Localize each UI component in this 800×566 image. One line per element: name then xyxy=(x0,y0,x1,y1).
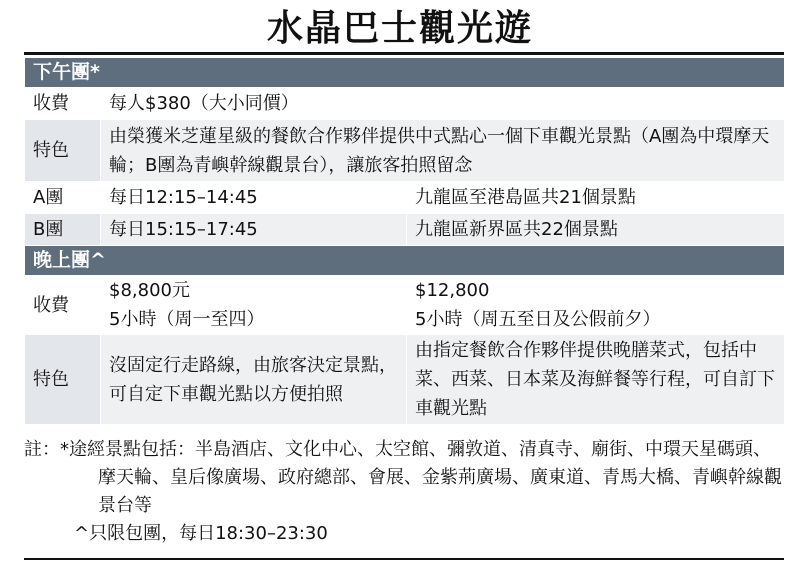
footnote-stops: 註：*途經景點包括：半島酒店、文化中心、太空館、彌敦道、清真寺、廟街、中環天星碼頭、摩天輪、皇后像廣場、政府總部、會展、金紫荊廣場、廣東道、青馬大橋、青嶼幹線觀景台等 xyxy=(24,439,782,516)
tour-a-row xyxy=(25,182,785,214)
evening-fee-b-price: $12,800 xyxy=(415,280,490,301)
afternoon-fee-value: 每人$380（大小同價） xyxy=(101,88,785,120)
afternoon-feature-label: 特色 xyxy=(25,120,101,182)
afternoon-feature-row xyxy=(25,120,785,182)
bottom-rule xyxy=(24,558,784,560)
evening-fee-a-detail: 5小時（周一至四） xyxy=(109,309,265,330)
evening-fee-b xyxy=(407,276,785,335)
evening-fee-a xyxy=(101,276,407,335)
tour-b-label: B團 xyxy=(25,214,101,246)
evening-fee-a-price: $8,800元 xyxy=(109,280,190,301)
afternoon-feature-value: 由榮獲米芝蓮星級的餐飲合作夥伴提供中式點心一個下車觀光景點（A團為中環摩天輪；B團為青嶼幹線觀景台），讓旅客拍照留念 xyxy=(101,120,785,182)
evening-fee-label: 收費 xyxy=(25,276,101,335)
afternoon-header-row xyxy=(25,58,785,88)
tour-a-label: A團 xyxy=(25,182,101,214)
tour-b-route: 九龍區新界區共22個景點 xyxy=(407,214,785,246)
tour-a-time: 每日12:15–14:45 xyxy=(101,182,407,214)
afternoon-fee-label: 收費 xyxy=(25,88,101,120)
top-rule xyxy=(24,52,784,55)
footnotes xyxy=(24,436,784,548)
footnote-private: ^只限包團，每日18:30–23:30 xyxy=(74,523,328,544)
tour-b-time: 每日15:15–17:45 xyxy=(101,214,407,246)
evening-fee-row xyxy=(25,276,785,335)
afternoon-fee-row xyxy=(25,88,785,120)
evening-feature-row xyxy=(25,335,785,425)
tour-table xyxy=(24,57,785,425)
page-title: 水晶巴士觀光遊 xyxy=(266,7,533,49)
evening-feature-a: 沒固定行走路線，由旅客決定景點，可自定下車觀光點以方便拍照 xyxy=(101,335,407,425)
evening-feature-label: 特色 xyxy=(25,335,101,425)
evening-feature-b: 由指定餐飲合作夥伴提供晚膳菜式，包括中菜、西菜、日本菜及海鮮餐等行程，可自訂下車觀光點 xyxy=(407,335,785,425)
evening-header: 晚上團^ xyxy=(25,246,785,276)
evening-fee-b-detail: 5小時（周五至日及公假前夕） xyxy=(415,309,661,330)
afternoon-header: 下午團* xyxy=(25,58,785,88)
tour-b-row xyxy=(25,214,785,246)
evening-header-row xyxy=(25,246,785,276)
tour-a-route: 九龍區至港島區共21個景點 xyxy=(407,182,785,214)
